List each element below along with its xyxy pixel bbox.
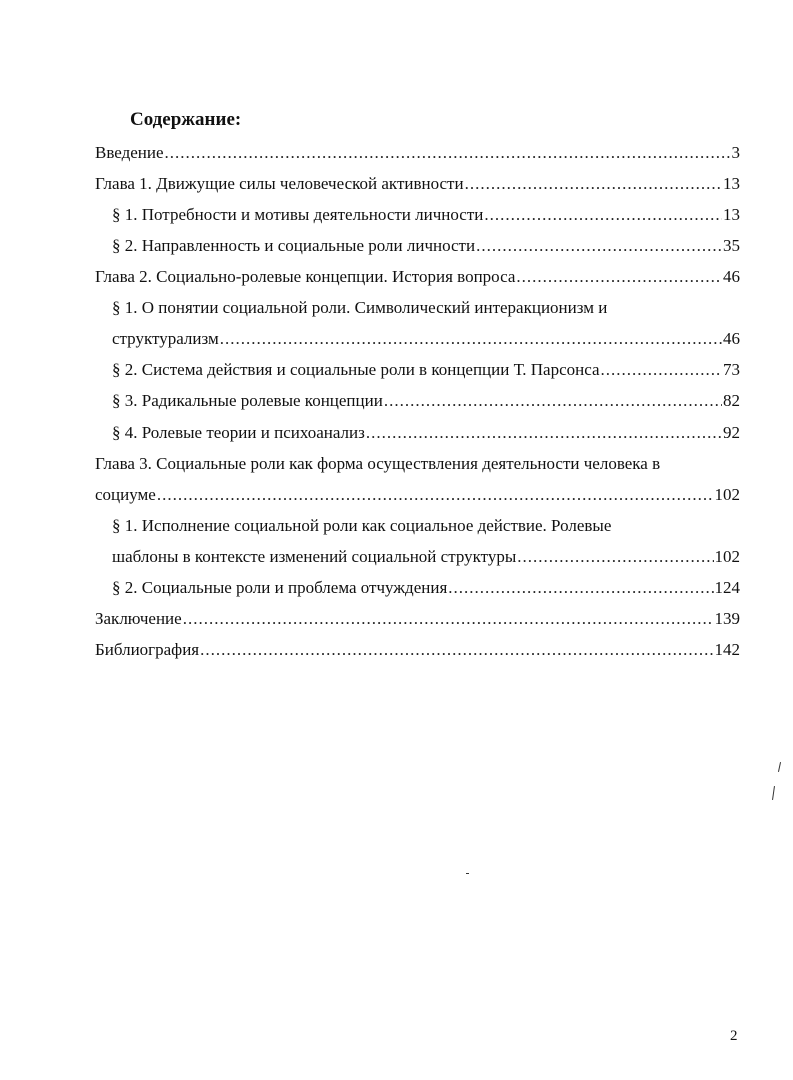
dot-leader [476, 235, 722, 257]
toc-heading: Содержание: [130, 109, 242, 130]
toc-entry-ch1-sec2[interactable] [112, 235, 740, 257]
toc-entry-ch2-sec3[interactable] [112, 390, 740, 412]
dot-leader [366, 422, 722, 444]
toc-page-number: 102 [714, 547, 740, 566]
toc-entry-text: § 3. Радикальные ролевые концепции [112, 391, 383, 410]
toc-page-number: 142 [714, 640, 740, 659]
toc-entry-ch2-sec2[interactable] [112, 359, 740, 381]
toc-entry-text: социуме [95, 485, 156, 504]
toc-page-number: 3 [731, 143, 740, 162]
toc-entry-conclusion[interactable] [95, 608, 740, 630]
toc-entry-text: § 1. Потребности и мотивы деятельности личности [112, 205, 484, 224]
toc-entry-ch1-sec1[interactable] [112, 204, 740, 226]
dot-leader [183, 608, 714, 630]
dot-leader [484, 204, 722, 226]
toc-entry-ch2-sec1-first-line[interactable]: § 1. О понятии социальной роли. Символический интеракционизм и [112, 298, 608, 317]
toc-entry-chapter-3-first-line[interactable]: Глава 3. Социальные роли как форма осуществления деятельности человека в [95, 454, 661, 473]
toc-entry-ch3-sec1-first-line[interactable]: § 1. Исполнение социальной роли как социальное действие. Ролевые [112, 516, 612, 535]
toc-entry-introduction[interactable] [95, 142, 740, 164]
toc-entry-text: § 2. Социальные роли и проблема отчуждения [112, 578, 448, 597]
toc-entry-text: Заключение [95, 609, 182, 628]
toc-entry-text: Глава 1. Движущие силы человеческой активности [95, 174, 464, 193]
dot-leader [517, 546, 713, 568]
toc-entry-ch3-sec1[interactable] [112, 546, 740, 568]
toc-page-number: 13 [723, 205, 740, 224]
toc-page-number: 46 [723, 267, 740, 286]
toc-entry-text: § 2. Система действия и социальные роли в концепции Т. Парсонса [112, 360, 600, 379]
toc-entry-bibliography[interactable] [95, 639, 740, 661]
toc-page-number: 46 [723, 329, 740, 348]
dot-leader [165, 142, 731, 164]
toc-entry-text: § 4. Ролевые теории и психоанализ [112, 423, 365, 442]
toc-page-number: 35 [723, 236, 740, 255]
toc-page-number: 13 [723, 174, 740, 193]
toc-page-number: 124 [714, 578, 740, 597]
scan-mark [466, 873, 469, 874]
toc-page-number: 102 [714, 485, 740, 504]
dot-leader [448, 577, 713, 599]
dot-leader [516, 266, 722, 288]
toc-page-number: 82 [723, 391, 740, 410]
toc-entry-text: структурализм [112, 329, 219, 348]
toc-entry-ch2-sec4[interactable] [112, 422, 740, 444]
dot-leader [220, 328, 722, 350]
toc-page-number: 92 [723, 423, 740, 442]
toc-page-number: 139 [714, 609, 740, 628]
toc-entry-ch2-sec1[interactable] [112, 328, 740, 350]
toc-entry-ch3-sec2[interactable] [112, 577, 740, 599]
toc-entry-chapter-1[interactable] [95, 173, 740, 195]
toc-entry-text: Введение [95, 143, 164, 162]
toc-entry-chapter-2[interactable] [95, 266, 740, 288]
toc-entry-text: § 2. Направленность и социальные роли личности [112, 236, 476, 255]
dot-leader [465, 173, 722, 195]
toc-page-number: 73 [723, 360, 740, 379]
toc-entry-text: шаблоны в контексте изменений социальной структуры [112, 547, 517, 566]
page-number: 2 [730, 1028, 738, 1044]
dot-leader [157, 484, 714, 506]
dot-leader [384, 390, 722, 412]
toc-entry-chapter-3[interactable] [95, 484, 740, 506]
dot-leader [601, 359, 722, 381]
dot-leader [200, 639, 713, 661]
toc-entry-text: Библиография [95, 640, 200, 659]
toc-entry-text: Глава 2. Социально-ролевые концепции. История вопроса [95, 267, 516, 286]
